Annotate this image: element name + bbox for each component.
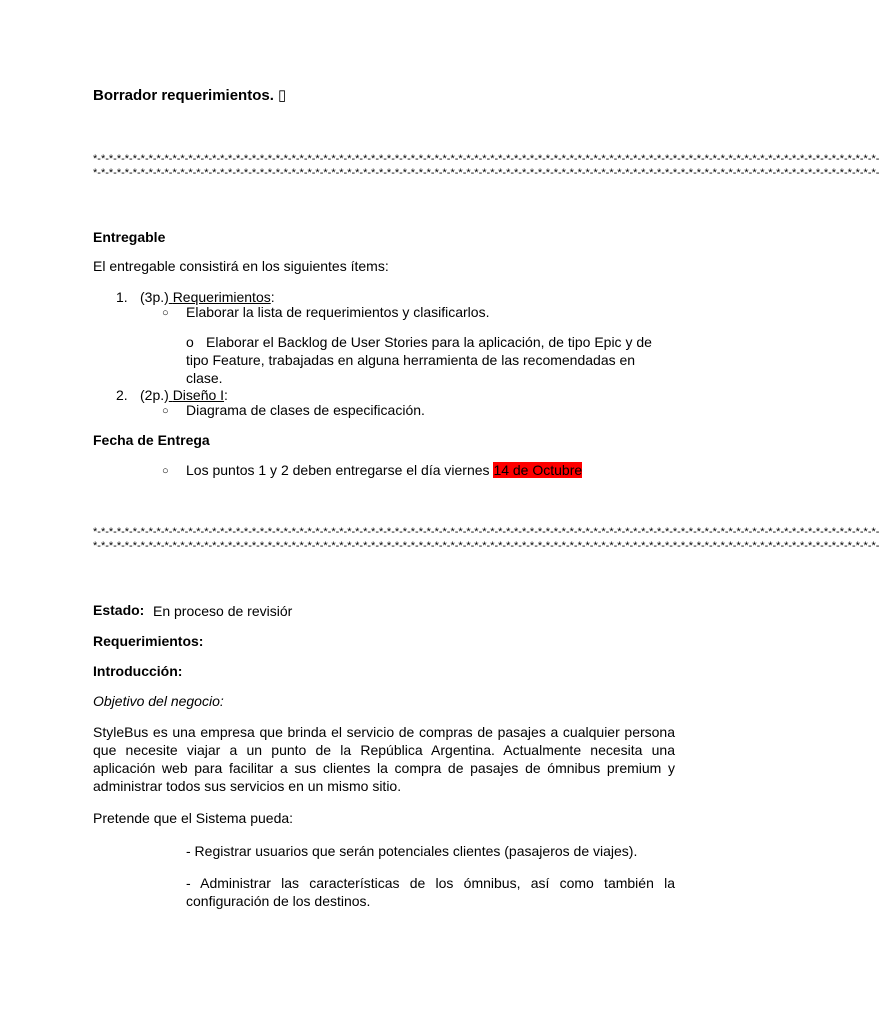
separator-line: *-*-*-*-*-*-*-*-*-*-*-*-*-*-*-*-*-*-*-*-*-*-*-*-*-*-*-*-*-*-*-*-*-*-*-*-*-*-*-*-*-*-*-*-*-*-*-*-*-*-*-*-*-*-*-*-*-*-*-*-*-*-*-*-*-*-*-*-*-*-*-*-*-*-*-*-*-*-*-*-*-*-*-*-*-*-*-*-*-*-*-*-*-*-*-*-*-*-*-: [93, 540, 879, 552]
title-glyph: ▯: [278, 87, 287, 104]
section-heading-introduccion: Introducción:: [93, 663, 183, 679]
separator-line: *-*-*-*-*-*-*-*-*-*-*-*-*-*-*-*-*-*-*-*-*-*-*-*-*-*-*-*-*-*-*-*-*-*-*-*-*-*-*-*-*-*-*-*-*-*-*-*-*-*-*-*-*-*-*-*-*-*-*-*-*-*-*-*-*-*-*-*-*-*-*-*-*-*-*-*-*-*-*-*-*-*-*-*-*-*-*-*-*-*-*-*-*-*-*-*-*-*-*-: [93, 167, 879, 179]
section-heading-fecha: Fecha de Entrega: [93, 432, 210, 448]
estado-value: En proceso de revisiór: [153, 603, 293, 619]
circle-bullet-icon: ○: [162, 465, 169, 477]
circle-bullet-icon: ○: [162, 307, 169, 319]
objetivo-heading: Objetivo del negocio:: [93, 693, 224, 709]
sub-item-text: Diagrama de clases de especificación.: [186, 402, 425, 418]
separator-line: *-*-*-*-*-*-*-*-*-*-*-*-*-*-*-*-*-*-*-*-*-*-*-*-*-*-*-*-*-*-*-*-*-*-*-*-*-*-*-*-*-*-*-*-*-*-*-*-*-*-*-*-*-*-*-*-*-*-*-*-*-*-*-*-*-*-*-*-*-*-*-*-*-*-*-*-*-*-*-*-*-*-*-*-*-*-*-*-*-*-*-*-*-*-*-*-*-*-*-: [93, 153, 879, 165]
item-colon: :: [224, 387, 228, 403]
sub-item-text-backlog: Elaborar el Backlog de User Stories para la aplicación, de tipo Epic y de tipo Feature, trabajadas en alguna herramienta de las recomendadas en clase.: [186, 334, 652, 386]
pretende-text: Pretende que el Sistema pueda:: [93, 810, 294, 826]
goal-item: - Registrar usuarios que serán potenciales clientes (pasajeros de viajes).: [186, 843, 638, 859]
section-heading-requerimientos: Requerimientos:: [93, 633, 204, 649]
fecha-description: Los puntos 1 y 2 deben entregarse el día viernes: [186, 462, 490, 478]
fecha-text: [186, 461, 582, 479]
section-heading-entregable: Entregable: [93, 229, 166, 245]
estado-label: Estado:: [93, 602, 145, 618]
item-points: (3p.): [140, 289, 169, 305]
entregable-intro: El entregable consistirá en los siguientes ítems:: [93, 258, 389, 274]
separator-line: *-*-*-*-*-*-*-*-*-*-*-*-*-*-*-*-*-*-*-*-*-*-*-*-*-*-*-*-*-*-*-*-*-*-*-*-*-*-*-*-*-*-*-*-*-*-*-*-*-*-*-*-*-*-*-*-*-*-*-*-*-*-*-*-*-*-*-*-*-*-*-*-*-*-*-*-*-*-*-*-*-*-*-*-*-*-*-*-*-*-*-*-*-*-*-*-*-*-*-: [93, 526, 879, 538]
circle-bullet-icon: ○: [162, 405, 169, 417]
item-points: (2p.): [140, 387, 169, 403]
document-title: [93, 87, 286, 105]
objetivo-paragraph: StyleBus es una empresa que brinda el servicio de compras de pasajes a cualquier persona que necesite viajar a un punto de la República Argentina. Actualmente necesita una aplicación web para facilitar a sus clientes la compra de pasajes de ómnibus premium y administrar todos sus servicios en un mismo sitio.: [93, 724, 675, 794]
item-label: Diseño I: [172, 387, 225, 403]
item-label: Requerimientos: [172, 289, 271, 305]
fecha-date-highlight: 14 de Octubre: [493, 462, 583, 478]
item-colon: :: [270, 289, 275, 305]
list-item-number: 2.: [116, 387, 128, 403]
sub-item-marker: o: [186, 334, 194, 350]
goal-item: - Administrar las características de los ómnibus, así como también la configuración de los destinos.: [186, 875, 675, 909]
sub-item-text: Elaborar la lista de requerimientos y clasificarlos.: [186, 304, 490, 320]
list-item-number: 1.: [116, 289, 128, 305]
title-text: Borrador requerimientos.: [93, 87, 274, 104]
